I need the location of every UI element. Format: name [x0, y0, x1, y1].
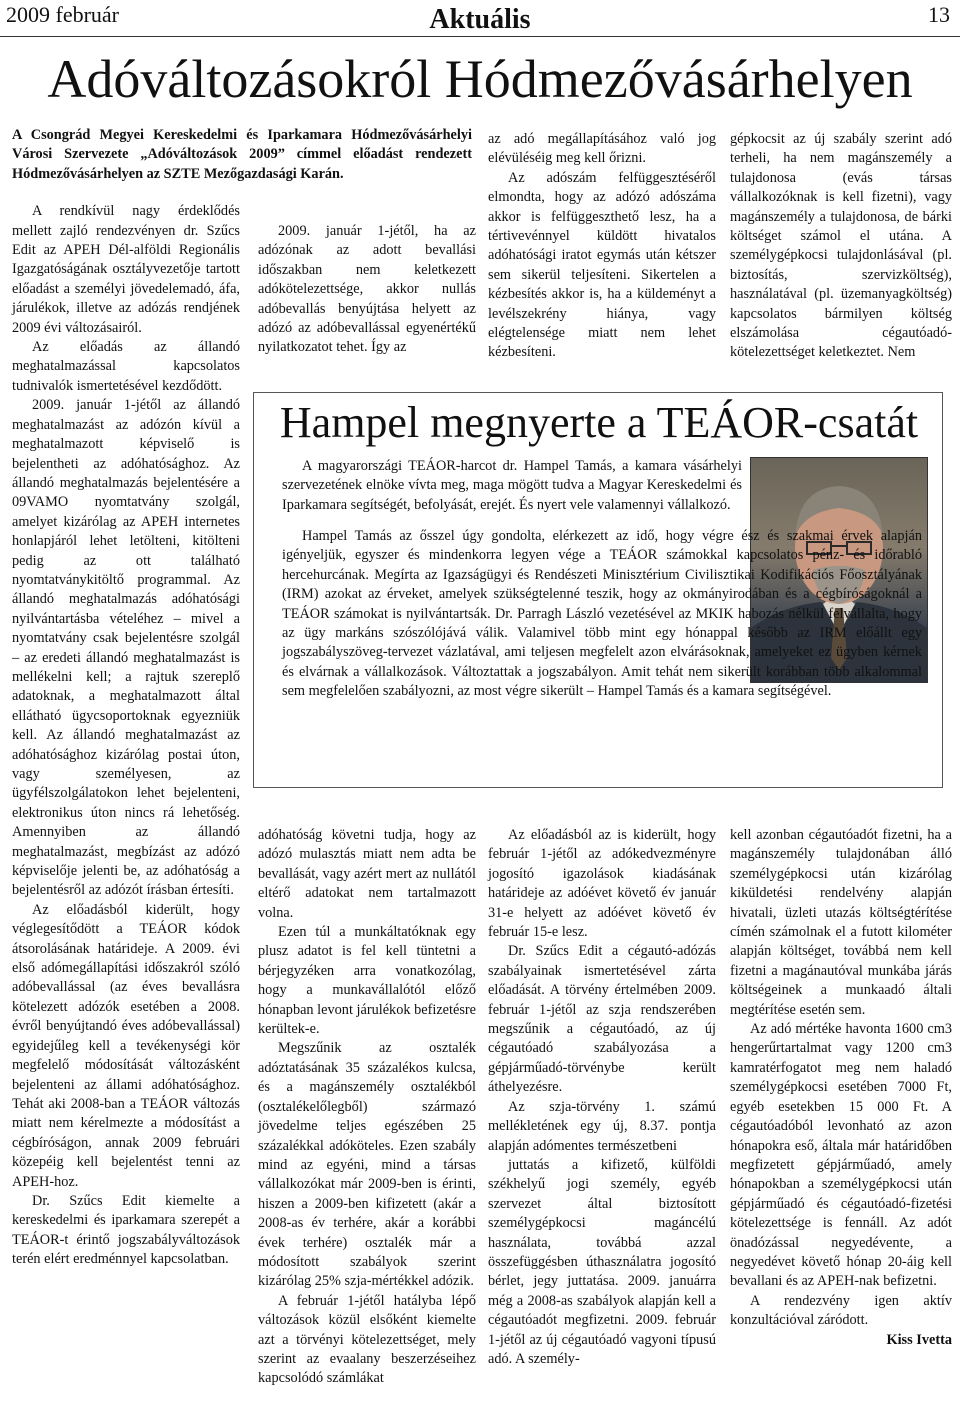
header-rule: [0, 36, 960, 37]
paragraph: 2009. január 1-jétől, ha az adózónak az adott bevallási időszakban nem keletkezett adókötelezettsége, akkor nullás adóbevallás benyújtása helyett az adózó az adóbevallással egyenértékű nyilatkozatot tehet. Így az: [258, 223, 476, 356]
paragraph: Megszűnik az osztalék adóztatásának 35 százalékos kulcsa, és a magánszemély osztalékból (osztalékelőlegből) származó jövedelme teljes egészében 25 százalékkal adóköteles. Ezen szabály mind az egyéni, mind a társas vállalkozókat már 2009-ben is érinti, hiszen a 2009-ben kifizetett (akár a 2008-as év terhére, akár a korábbi évek terhére) osztalék már a módosított szabályok szerint kizárólag 25% szja-mértékkel adózik.: [258, 1040, 476, 1290]
paragraph: Az előadásból kiderült, hogy véglegesítődött a TEÁOR kódok átsorolásának határideje. A 2009. évi első adómegállapítási időszakról szóló adóbevallással (az éves bevallásra kötelezett adózók esetében a 2008. évről benyújtandó éves adóbevallással) egyidejűleg kell a tevékenységi kör megfelelő módosítását változásként bejelenteni az állami adóhatósághoz. Tehát aki 2008-ban a TEÁOR változás miatt nem kérelmezte a módosítást a cégbíróságon, annak 2009 februári közepéig kell bejelentést tenni az APEH-hoz.: [12, 901, 240, 1190]
paragraph: az adó megállapításához való jog elévüléséig meg kell őrizni.: [488, 131, 716, 167]
paragraph: A magyarországi TEÁOR-harcot dr. Hampel Tamás, a kamara vásárhelyi szervezetének elnöke vívta meg, maga mögött tudva a Magyar Kereskedelmi és Iparkamara segítségét, befolyását, erejét. És nyert vele valamennyi vállalkozó.: [282, 458, 742, 513]
article-column-4-bottom: [730, 826, 952, 1350]
paragraph: juttatás a kifizető, külföldi székhelyű jogi személy, egyéb szervezet által biztosított személygépkocsi magáncélú használata, továbbá azzal összefüggésben úthasználatra jogosító bérlet, jegy juttatása. 2009. januárra még a 2008-as szabályok alapján kell a cégautóadót megfizetni. 2009. február 1-jétől az új cégautóadó vagyoni típusú adó. A személy-: [488, 1156, 716, 1367]
article-headline: Adóváltozásokról Hódmezővásárhelyen: [47, 49, 913, 109]
paragraph: Dr. Szűcs Edit a cégautó-adózás szabályainak ismertetésével zárta előadását. A törvény értelmében 2009. február 1-jétől az szja rendszerében megszűnik a cégautóadó, az új cégautóadó szabályozása a gépjárműadó-törvénybe került áthelyezésre.: [488, 943, 716, 1096]
paragraph: Az adó mértéke havonta 1600 cm3 hengerűrtartalmat vagy 1200 cm3 kamratérfogatot meg nem haladó személygépkocsi esetében 7000 Ft, egyéb esetekben 15 000 Ft. A cégautóadóból levonható az azon hónapokra eső, általa már határidőben megfizetett gépjárműadó, amely hónapokban a személygépkocsi után gépjárműadó és cégautóadó-fizetési kötelezettsége is fennáll. Az adót önadózással negyedévente, a negyedévet követő hónap 20-áig kell bevallani és az APEH-nak befizetni.: [730, 1021, 952, 1290]
article-column-3-bottom: [488, 826, 716, 1369]
article-column-2-bottom: [258, 826, 476, 1389]
paragraph: A február 1-jétől hatályba lépő változások közül elsőként kiemelte azt a törvényi kötelezettséget, mely szerint az evaalany beszerzéseihez kapcsolódó számlákat: [258, 1292, 476, 1387]
sidebar-body: [282, 527, 922, 702]
paragraph: Hampel Tamás az ősszel úgy gondolta, elérkezett az idő, hogy végre ész és szakmai érvek alapján igényeljük, egyszer és mindenkorra legyen vége a TEÁOR számokkal kapcsolatos pénz- és időrabló hercehurcának. Megírta az Igazságügyi és Rendészeti Minisztérium Civilisztikai Kodifikációs Főosztályának (IRM) azokat az érveket, amelyek szükségtelenné teszik, hogy az okmányirodában és a cégbíróságoknál a TEÁOR számokat is nyilvántartsák. Dr. Parragh László vezetésével az MKIK habozás nélkül felvállalta, hogy az ügy markáns szószólójává válik. Valamivel több mint egy hónappal később az IRM előállt egy jogszabályszöveg-tervezet vázlatával, ami teljesen megfelelt azon elvárásoknak, amelyeket ez ügyben kérnek és elvárnak a vállalkozások. Változtattak a jogszabályon. Amit tehát nem sikerült korábban több alkalommal sem megfelelően szabályozni, az most végre sikerült – Hampel Tamás és a kamara segítségével.: [282, 528, 922, 700]
article-column-4-top: [730, 130, 952, 363]
issue-date: 2009 február: [6, 2, 120, 27]
sidebar-lead: [282, 457, 742, 515]
article-author: Kiss Ivetta: [886, 1331, 952, 1348]
article-lead: A Csongrád Megyei Kereskedelmi és Iparkamara Hódmezővásárhelyi Városi Szervezete „Adóváltozások 2009” címmel előadást rendezett Hódmezővásárhelyen az SZTE Mezőgazdasági Karán.: [12, 127, 472, 182]
paragraph: kell azonban cégautóadót fizetni, ha a magánszemély tulajdonában álló személygépkocsi után kizárólag kiküldetési rendelvény alapján hivatali, üzleti utazás költségtérítése címén számolnak el a futott kilométer alapján költséget, továbbá nem kell fizetni a magánautóval munkába járás költségeinek a munkaadó általi megtérítése esetén sem.: [730, 827, 952, 1018]
section-title: Aktuális: [429, 4, 531, 35]
paragraph: Az adószám felfüggesztéséről elmondta, hogy az adózó adószáma akkor is felfüggeszthető lesz, ha a tértivevénnyel küldött hivatalos adóhatósági iratot egymás után kétszer sem sikerül teljesíteni. Sikertelen a kézbesítés akkor is, ha a küldeményt a levélszekrény hiánya, vagy elégtelensége miatt nem lehet kézbesíteni.: [488, 169, 716, 361]
page-number: 13: [928, 2, 950, 27]
paragraph: Az előadás az állandó meghatalmazással kapcsolatos tudnivalók ismertetésével kezdődött.: [12, 339, 240, 394]
paragraph: adóhatóság követni tudja, hogy az adózó mulasztás miatt nem adta be bevallását, vagy azért mert az nullától eltérő adatokat nem tartalmazott volna.: [258, 827, 476, 921]
paragraph: A rendkívül nagy érdeklődés mellett zajló rendezvényen dr. Szűcs Edit az APEH Dél-alföldi Regionális Igazgatóságának osztályvezetője tartott előadást a személyi jövedelemadó, áfa, járulékok, illetve az adózás rendjének 2009 évi változásairól.: [12, 203, 240, 336]
paragraph: Az előadásból az is kiderült, hogy február 1-jétől az adókedvezményre jogosító igazolások kiadásának határideje az adóévet követő év január 31-e helyett az adóévet követő év február 15-e lesz.: [488, 827, 716, 941]
paragraph: gépkocsit az új szabály szerint adó terheli, ha nem magánszemély a tulajdonosa (evás társas vállalkozóknak is kell fizetni), vagy magánszemély a tulajdonosa, de bárki költséget számol el utána. A személygépkocsi tulajdonlásával (pl. biztosítás, szervizköltség), használatával (pl. üzemanyagköltség) kapcsolatos bármilyen költség elszámolása cégautóadó-kötelezettséget keletkeztet. Nem: [730, 131, 952, 361]
paragraph: Ezen túl a munkáltatóknak egy plusz adatot is fel kell tüntetni a bérjegyzéken arra vonatkozólag, hogy a munkavállalótól előző hónapban levont járulékok befizetésre kerültek-e.: [258, 924, 476, 1038]
article-column-2-top: [258, 222, 476, 358]
paragraph: A rendezvény igen aktív konzultációval záródott.: [730, 1292, 952, 1329]
paragraph: Dr. Szűcs Edit kiemelte a kereskedelmi és iparkamara szerepét a TEÁOR-t érintő jogszabályváltozások terén elért eredménnyel kapcsolatban.: [12, 1192, 240, 1268]
sidebar-headline: Hampel megnyerte a TEÁOR-csatát: [279, 398, 919, 447]
paragraph: 2009. január 1-jétől az állandó meghatalmazást az adózón kívül a meghatalmazott képviselő is bejelentheti az adóhatósághoz. Az állandó meghatalmazás bejelentésére a 09VAMO nyomtatvány szolgál, amelyet kizárólag az APEH internetes honlapjáról lehet letölteni, kitölteni pedig az ott található nyomtatványkitöltő programmal. Az állandó meghatalmazás adóhatósági nyilvántartásba vételéhez – mivel a nyomtatvány csak bejelentésre szolgál – az eredeti állandó meghatalmazást is mellékelni kell; a rajtuk szereplő adatoknak, a meghatalmazott által ellátható ügycsoportoknak egyezniük kell. Az állandó meghatalmazást az adóhatósághoz kizárólag postai úton, vagy személyesen, az ügyfélszolgálatokon lehet bejelenteni, elektronikus úton nincs rá lehetőség. Amennyiben az állandó meghatalmazást, megbízást az adózó képviselője jelenti be, az adóhatóság a bejelentésről az adózót írásban értesíti.: [12, 397, 240, 899]
sidebar-article-box: [253, 392, 943, 788]
article-column-3-top: [488, 130, 716, 363]
paragraph: Az szja-törvény 1. számú mellékletének egy új, 8.37. pontja alapján adómentes természetbeni: [488, 1098, 716, 1154]
